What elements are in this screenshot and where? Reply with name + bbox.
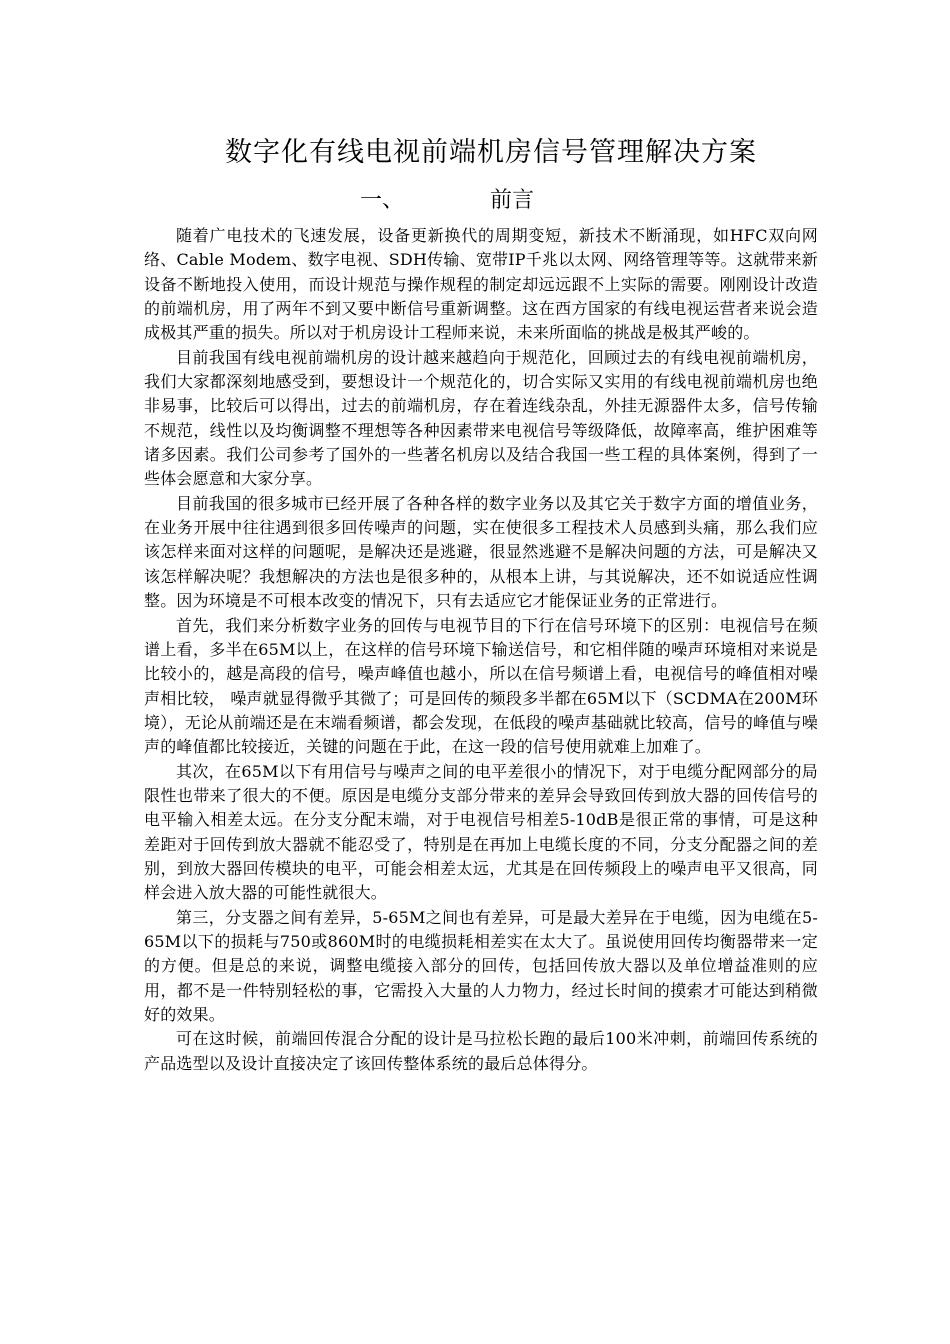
section-heading [360,183,534,214]
paragraph-5: 其次，在65M以下有用信号与噪声之间的电平差很小的情况下，对于电缆分配网部分的局限性也带来了很大的不便。原因是电缆分支部分带来的差异会导致回传到放大器的回传信号的电平输入相差太远。在分支分配末端，对于电视信号相差5-10dB是很正常的事情，可是这种差距对于回传到放大器就不能忍受了，特别是在再加上电缆长度的不同，分支分配器之间的差别，到放大器回传模块的电平，可能会相差太远，尤其是在回传频段上的噪声电平又很高，同样会进入放大器的可能性就很大。 [144,761,818,903]
paragraph-3: 目前我国的很多城市已经开展了各种各样的数字业务以及其它关于数字方面的增值业务，在业务开展中往往遇到很多回传噪声的问题，实在使很多工程技术人员感到头痛，那么我们应该怎样来面对这样的问题呢，是解决还是逃避，很显然逃避不是解决问题的方法，可是解决又该怎样解决呢？我想解决的方法也是很多种的，从根本上讲，与其说解决，还不如说适应性调整。因为环境是不可根本改变的情况下，只有去适应它才能保证业务的正常进行。 [144,493,818,611]
paragraph-6: 第三，分支器之间有差异，5-65M之间也有差异，可是最大差异在于电缆，因为电缆在5-65M以下的损耗与750或860M时的电缆损耗相差实在太大了。虽说使用回传均衡器带来一定的方便。但是总的来说，调整电缆接入部分的回传，包括回传放大器以及单位增益准则的应用，都不是一件特别轻松的事，它需投入大量的人力物力，经过长时间的摸索才可能达到稍微好的效果。 [144,907,818,1024]
paragraph-2: 目前我国有线电视前端机房的设计越来越趋向于规范化，回顾过去的有线电视前端机房，我们大家都深刻地感受到，要想设计一个规范化的，切合实际又实用的有线电视前端机房也绝非易事，比较后可以得出，过去的前端机房，存在着连线杂乱，外挂无源器件太多，信号传输不规范，线性以及均衡调整不理想等各种因素带来电视信号等级降低，故障率高，维护困难等诸多因素。我们公司参考了国外的一些著名机房以及结合我国一些工程的具体案例，得到了一些体会愿意和大家分享。 [144,347,818,489]
section-number: 一、 [360,188,405,213]
section-title: 前言 [490,188,535,213]
paragraph-1: 随着广电技术的飞速发展，设备更新换代的周期变短，新技术不断涌现，如HFC双向网络、Cable Modem、数字电视、SDH传输、宽带IP千兆以太网、网络管理等等。这就带来新设备不断地投入使用，而设计规范与操作规程的制定却远远跟不上实际的需要。刚刚设计改造的前端机房，用了两年不到又要中断信号重新调整。这在西方国家的有线电视运营者来说会造成极其严重的损失。所以对于机房设计工程师来说，未来所面临的挑战是极其严峻的。 [144,226,818,343]
document-body [144,224,818,1076]
document-title: 数字化有线电视前端机房信号管理解决方案 [225,137,757,168]
paragraph-7: 可在这时候，前端回传混合分配的设计是马拉松长跑的最后100米冲刺，前端回传系统的产品选型以及设计直接决定了该回传整体系统的最后总体得分。 [144,1029,818,1073]
paragraph-4: 首先，我们来分析数字业务的回传与电视节目的下行在信号环境下的区别：电视信号在频谱上看，多半在65M以上，在这样的信号环境下输送信号，和它相伴随的噪声环境相对来说是比较小的，越是高段的信号，噪声峰值也越小，所以在信号频谱上看，电视信号的峰值相对噪声相比较， 噪声就显得微乎其微了；可是回传的频段多半都在65M以下（SCDMA在200M环境），无论从前端还是在末端看频谱，都会发现，在低段的噪声基础就比较高，信号的峰值与噪声的峰值都比较接近，关键的问题在于此，在这一段的信号使用就难上加难了。 [144,615,818,757]
